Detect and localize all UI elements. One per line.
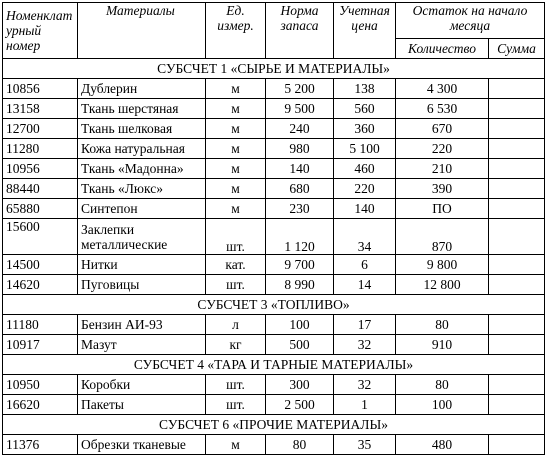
header-unit: Ед. измер. — [206, 3, 266, 59]
cell-norm: 680 — [266, 179, 334, 199]
table-row — [3, 159, 545, 179]
cell-quantity: 480 — [396, 435, 489, 455]
header-price: Учетная цена — [334, 3, 396, 59]
section-row — [3, 355, 545, 375]
table-row — [3, 395, 545, 415]
header-code: Номенклат урный номер — [3, 3, 78, 59]
cell-quantity: 100 — [396, 395, 489, 415]
cell-quantity: 12 800 — [396, 275, 489, 295]
cell-code: 65880 — [3, 199, 78, 219]
cell-price: 360 — [334, 119, 396, 139]
cell-quantity: 390 — [396, 179, 489, 199]
cell-code: 10950 — [3, 375, 78, 395]
cell-norm: 140 — [266, 159, 334, 179]
header-norm: Норма запаса — [266, 3, 334, 59]
cell-norm: 5 200 — [266, 79, 334, 99]
table-row — [3, 179, 545, 199]
header-sum: Сумма — [489, 39, 545, 59]
cell-unit: м — [206, 79, 266, 99]
table-row — [3, 119, 545, 139]
cell-unit: шт. — [206, 275, 266, 295]
cell-norm: 100 — [266, 315, 334, 335]
cell-price: 220 — [334, 179, 396, 199]
section-title: СУБСЧЕТ 3 «ТОПЛИВО» — [3, 295, 545, 315]
cell-sum — [489, 119, 545, 139]
table-row — [3, 335, 545, 355]
cell-material-name: Ткань «Люкс» — [78, 179, 206, 199]
cell-code: 14500 — [3, 255, 78, 275]
table-row — [3, 139, 545, 159]
cell-unit: м — [206, 139, 266, 159]
cell-sum — [489, 159, 545, 179]
cell-sum — [489, 139, 545, 159]
cell-quantity: 9 800 — [396, 255, 489, 275]
table-row — [3, 375, 545, 395]
cell-unit: м — [206, 159, 266, 179]
cell-norm: 230 — [266, 199, 334, 219]
cell-quantity: ПО — [396, 199, 489, 219]
cell-sum — [489, 375, 545, 395]
table-body — [3, 59, 545, 455]
cell-sum — [489, 79, 545, 99]
cell-price: 6 — [334, 255, 396, 275]
cell-quantity: 80 — [396, 375, 489, 395]
cell-material-name: Ткань шерстяная — [78, 99, 206, 119]
cell-sum — [489, 255, 545, 275]
cell-sum — [489, 179, 545, 199]
cell-sum — [489, 435, 545, 455]
table-row — [3, 219, 545, 255]
cell-price: 32 — [334, 335, 396, 355]
cell-norm: 9 700 — [266, 255, 334, 275]
cell-price: 34 — [334, 219, 396, 255]
cell-unit: м — [206, 119, 266, 139]
cell-unit: м — [206, 99, 266, 119]
table-row — [3, 435, 545, 455]
cell-code: 10956 — [3, 159, 78, 179]
cell-quantity: 80 — [396, 315, 489, 335]
cell-price: 17 — [334, 315, 396, 335]
cell-norm: 2 500 — [266, 395, 334, 415]
table-row — [3, 79, 545, 99]
cell-quantity: 870 — [396, 219, 489, 255]
cell-material-name: Ткань «Мадонна» — [78, 159, 206, 179]
cell-price: 460 — [334, 159, 396, 179]
cell-material-name: Кожа натуральная — [78, 139, 206, 159]
cell-price: 35 — [334, 435, 396, 455]
cell-price: 32 — [334, 375, 396, 395]
cell-quantity: 210 — [396, 159, 489, 179]
section-row — [3, 295, 545, 315]
cell-code: 14620 — [3, 275, 78, 295]
cell-quantity: 4 300 — [396, 79, 489, 99]
cell-code: 11280 — [3, 139, 78, 159]
cell-price: 14 — [334, 275, 396, 295]
cell-price: 1 — [334, 395, 396, 415]
cell-norm: 8 990 — [266, 275, 334, 295]
cell-unit: шт. — [206, 219, 266, 255]
cell-code: 10856 — [3, 79, 78, 99]
cell-code: 13158 — [3, 99, 78, 119]
header-materials: Материалы — [78, 3, 206, 59]
cell-sum — [489, 335, 545, 355]
cell-code: 11180 — [3, 315, 78, 335]
cell-sum — [489, 219, 545, 255]
cell-quantity: 6 530 — [396, 99, 489, 119]
cell-quantity: 220 — [396, 139, 489, 159]
section-row — [3, 59, 545, 79]
cell-unit: кг — [206, 335, 266, 355]
cell-code: 12700 — [3, 119, 78, 139]
cell-code: 11376 — [3, 435, 78, 455]
cell-norm: 80 — [266, 435, 334, 455]
header-balance: Остаток на начало месяца — [396, 3, 545, 39]
cell-norm: 300 — [266, 375, 334, 395]
cell-unit: л — [206, 315, 266, 335]
cell-quantity: 670 — [396, 119, 489, 139]
cell-material-name: Обрезки тканевые — [78, 435, 206, 455]
cell-price: 560 — [334, 99, 396, 119]
cell-unit: шт. — [206, 375, 266, 395]
cell-material-name: Пуговицы — [78, 275, 206, 295]
cell-code: 88440 — [3, 179, 78, 199]
cell-material-name: Бензин АИ-93 — [78, 315, 206, 335]
cell-material-name: Дублерин — [78, 79, 206, 99]
section-title: СУБСЧЕТ 6 «ПРОЧИЕ МАТЕРИАЛЫ» — [3, 415, 545, 435]
section-row — [3, 415, 545, 435]
cell-material-name: Нитки — [78, 255, 206, 275]
cell-price: 138 — [334, 79, 396, 99]
cell-quantity: 910 — [396, 335, 489, 355]
cell-code: 10917 — [3, 335, 78, 355]
cell-unit: м — [206, 179, 266, 199]
cell-code: 16620 — [3, 395, 78, 415]
cell-norm: 240 — [266, 119, 334, 139]
cell-norm: 1 120 — [266, 219, 334, 255]
cell-norm: 500 — [266, 335, 334, 355]
cell-price: 140 — [334, 199, 396, 219]
table-row — [3, 315, 545, 335]
cell-material-name: Ткань шелковая — [78, 119, 206, 139]
table-row — [3, 99, 545, 119]
cell-material-name: Заклепки металлические — [78, 219, 206, 255]
cell-material-name: Пакеты — [78, 395, 206, 415]
cell-sum — [489, 395, 545, 415]
cell-unit: кат. — [206, 255, 266, 275]
cell-code: 15600 — [3, 219, 78, 255]
cell-unit: м — [206, 199, 266, 219]
cell-sum — [489, 275, 545, 295]
cell-sum — [489, 199, 545, 219]
cell-unit: м — [206, 435, 266, 455]
cell-material-name: Мазут — [78, 335, 206, 355]
table-row — [3, 199, 545, 219]
section-title: СУБСЧЕТ 4 «ТАРА И ТАРНЫЕ МАТЕРИАЛЫ» — [3, 355, 545, 375]
header-quantity: Количество — [396, 39, 489, 59]
cell-norm: 980 — [266, 139, 334, 159]
table-row — [3, 275, 545, 295]
cell-material-name: Синтепон — [78, 199, 206, 219]
table-row — [3, 255, 545, 275]
materials-table — [2, 2, 545, 455]
cell-sum — [489, 315, 545, 335]
cell-norm: 9 500 — [266, 99, 334, 119]
cell-sum — [489, 99, 545, 119]
cell-unit: шт. — [206, 395, 266, 415]
cell-price: 5 100 — [334, 139, 396, 159]
cell-material-name: Коробки — [78, 375, 206, 395]
section-title: СУБСЧЕТ 1 «СЫРЬЕ И МАТЕРИАЛЫ» — [3, 59, 545, 79]
